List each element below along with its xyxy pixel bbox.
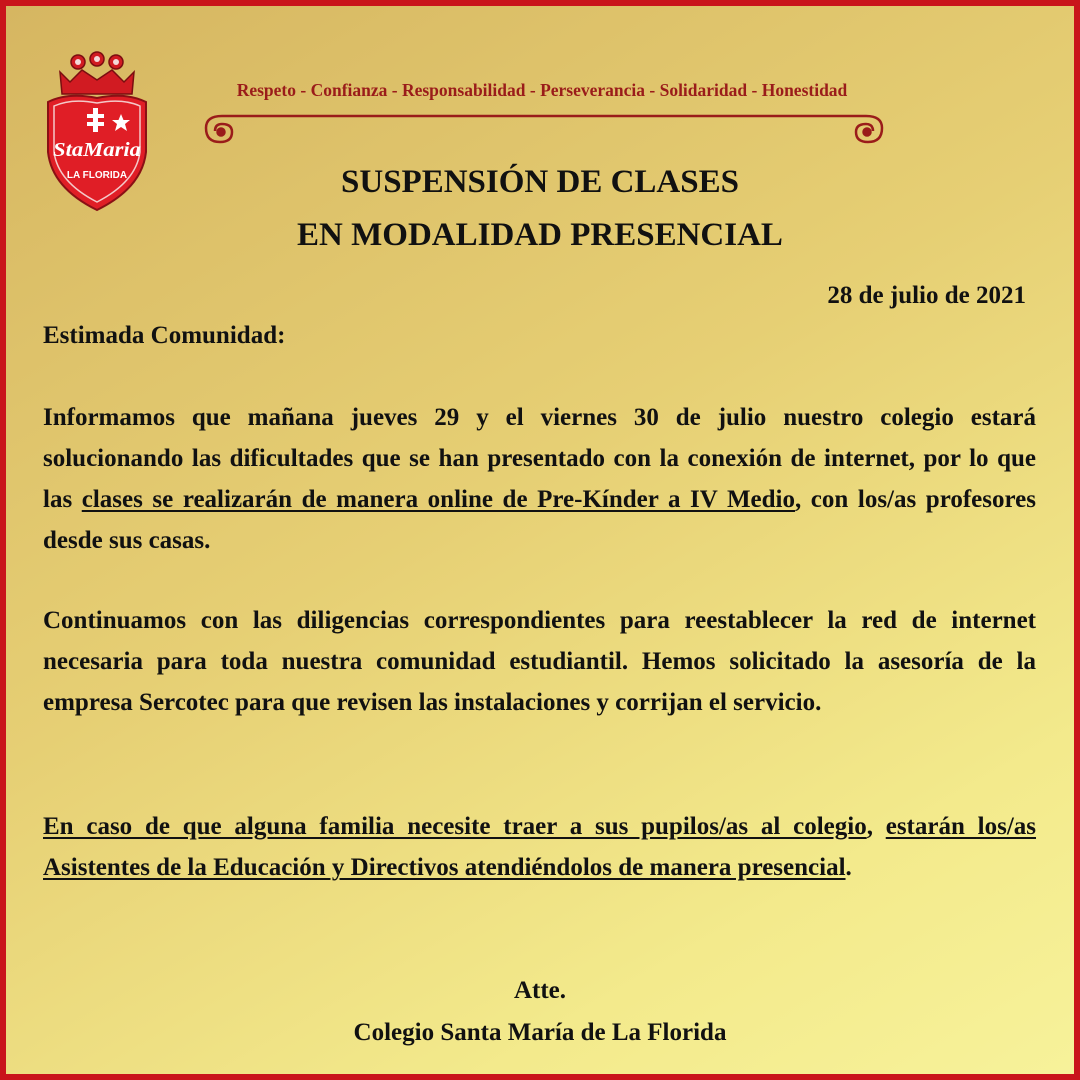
p1-underlined-text: clases se realizarán de manera online de Pre-Kínder a IV Medio — [81, 486, 795, 513]
p1-text-after: , con los/as profesores desde sus casas. — [43, 486, 1036, 554]
p3-separator: , — [866, 813, 886, 840]
notice-date: 28 de julio de 2021 — [827, 282, 1026, 309]
ornamental-divider — [194, 110, 894, 150]
greeting: Estimada Comunidad: — [43, 322, 286, 349]
closing-signature — [6, 970, 1074, 1054]
p3-underlined-text-2: estarán los/as Asistentes de la Educación y Directivos atendiéndolos de manera presencial — [43, 813, 1037, 881]
closing-salutation: Atte. — [513, 977, 567, 1004]
swirl-right-icon — [856, 116, 882, 142]
logo-name: StaMaria — [53, 139, 141, 161]
crown-icon — [60, 52, 134, 94]
closing-school-name: Colegio Santa María de La Florida — [353, 1019, 727, 1046]
title-line-2: EN MODALIDAD PRESENCIAL — [297, 217, 783, 253]
swirl-left-icon — [206, 116, 232, 142]
notice-page — [6, 6, 1074, 1074]
logo-subtitle: LA FLORIDA — [66, 170, 128, 181]
paragraph-network-repair: Continuamos con las diligencias correspondientes para reestablecer la red de internet necesaria para toda nuestra comunidad estudiantil. Hemos solicitado la asesoría de la empresa Sercotec para que revisen las instalaciones y corrijan el servicio. — [43, 607, 1036, 716]
paragraph-in-person-support — [43, 806, 1036, 888]
p1-text-before: Informamos que mañana jueves 29 y el viernes 30 de julio nuestro colegio estará solucionando las dificultades que se han presentado con la conexión de internet, por lo que las — [43, 404, 1036, 513]
paragraph-online-classes — [43, 397, 1036, 561]
notice-title — [6, 156, 1074, 262]
p3-text-after: . — [845, 854, 852, 881]
school-values-line: Respeto - Confianza - Responsabilidad - Perseverancia - Solidaridad - Honestidad — [236, 80, 848, 100]
title-line-1: SUSPENSIÓN DE CLASES — [341, 164, 739, 200]
p3-underlined-text-1: En caso de que alguna familia necesite traer a sus pupilos/as al colegio — [43, 813, 867, 840]
